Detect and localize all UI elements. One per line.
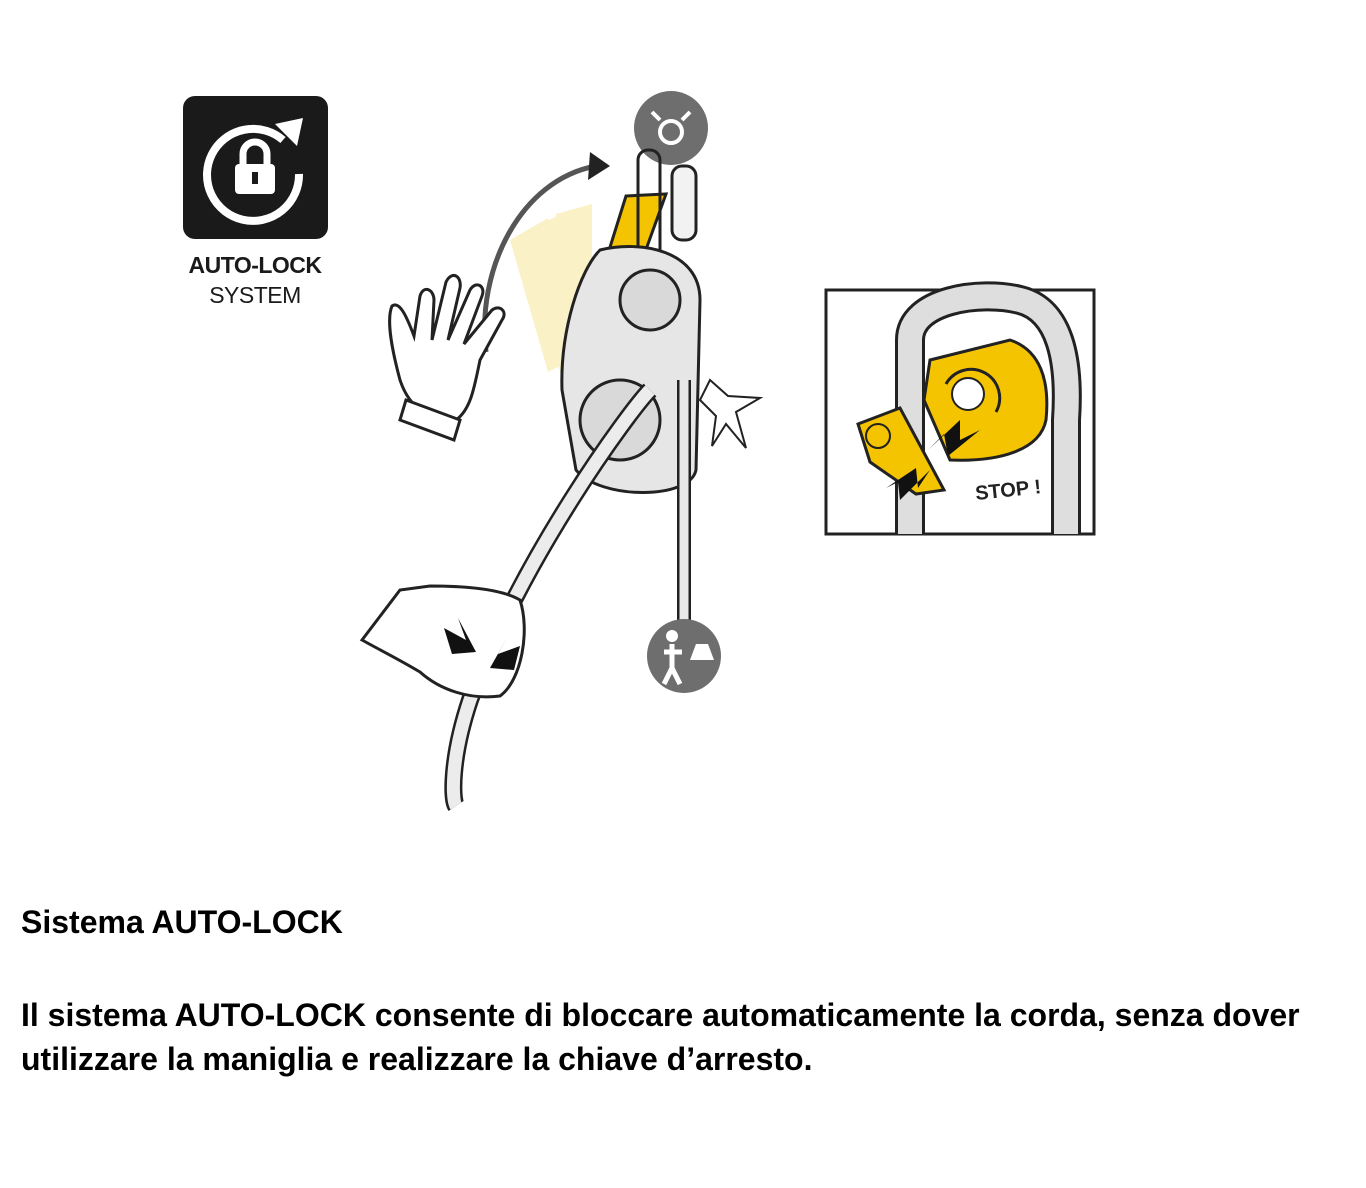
inset-detail [826,290,1094,534]
stop-label: STOP ! [974,476,1043,505]
gripping-hand [362,586,524,697]
worker-load-icon [647,619,721,693]
caption-body: Il sistema AUTO-LOCK consente di bloccare automaticamente la corda, senza dover utilizzare la maniglia e realizzare la chiave d’arresto. [21,997,1300,1077]
arrow-icon [588,152,610,180]
click-burst [700,380,760,448]
anchor-icon [634,91,708,165]
caption-title: Sistema AUTO-LOCK [21,904,343,940]
badge-title: AUTO-LOCK [188,252,322,278]
badge-subtitle: SYSTEM [209,282,301,308]
